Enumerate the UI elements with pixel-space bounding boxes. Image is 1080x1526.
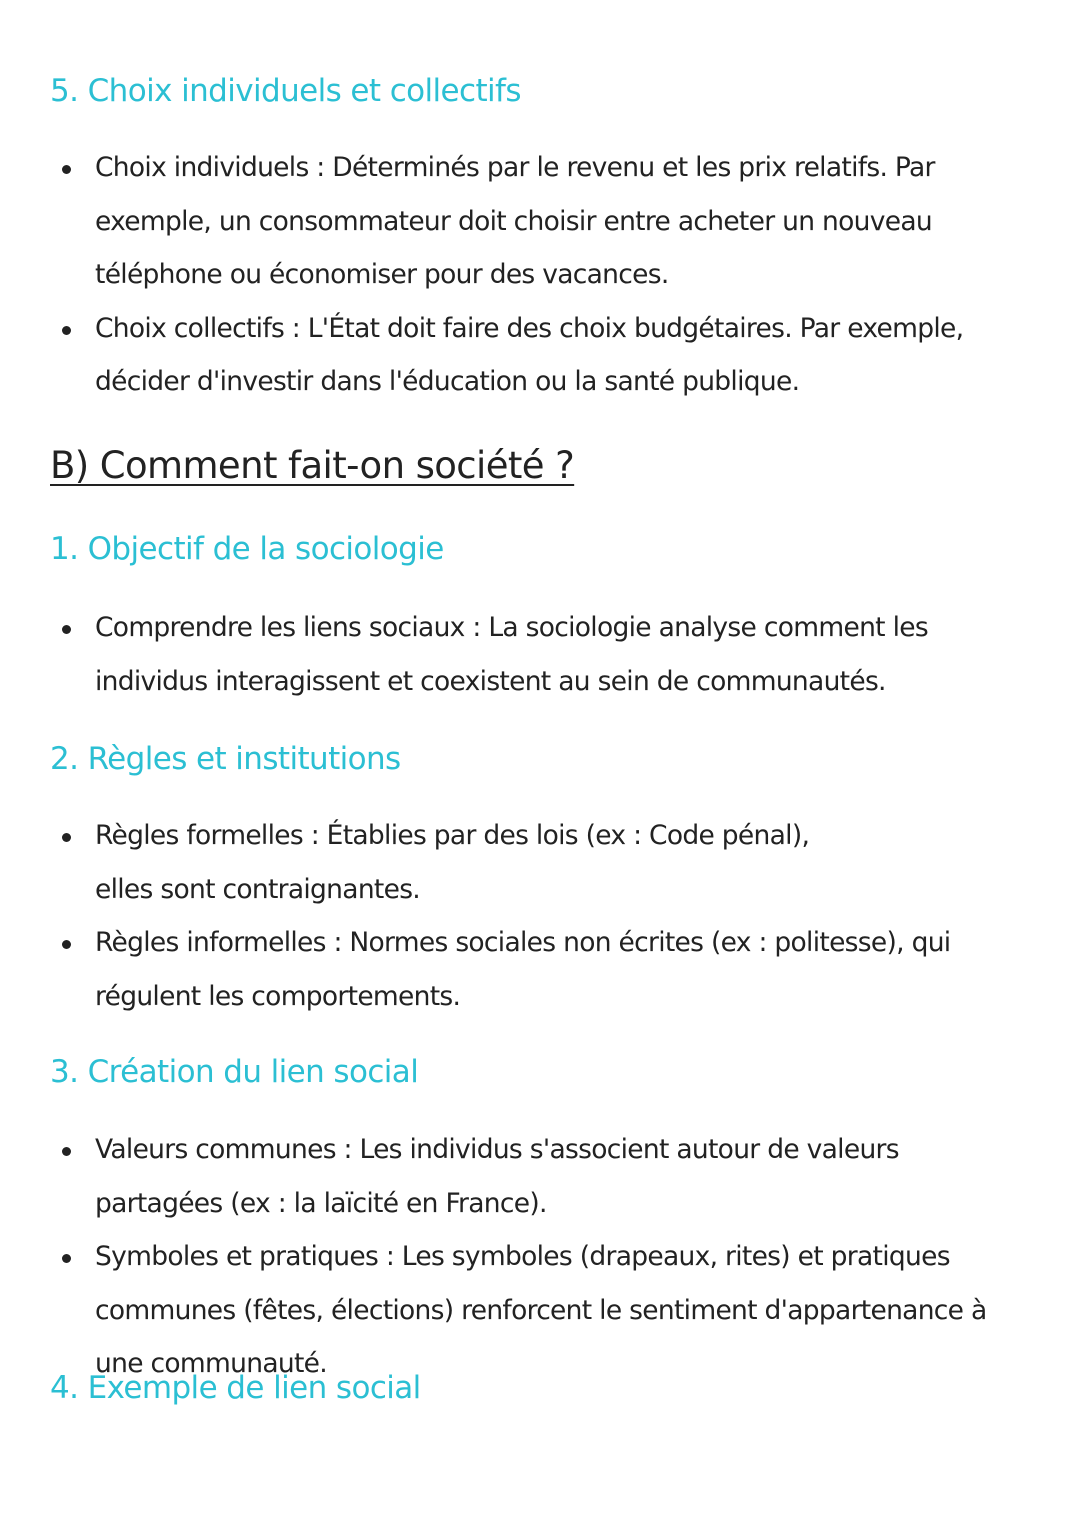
bullet-icon <box>62 833 71 842</box>
list-item <box>62 809 1022 916</box>
section-heading-exemple-lien-social: 4. Exemple de lien social <box>50 1370 421 1406</box>
bullet-text: Choix individuels : Déterminés par le revenu et les prix relatifs. Par exemple, un consommateur doit choisir entre acheter un nouveau téléphone ou économiser pour des vacances. <box>95 152 935 290</box>
section-heading-choix-individuels-collectifs: 5. Choix individuels et collectifs <box>50 73 521 109</box>
bullet-list-sociologie <box>62 601 1022 708</box>
bullet-text: Règles formelles : Établies par des lois (ex : Code pénal), elles sont contraignantes. <box>95 820 810 905</box>
list-item <box>62 141 1022 302</box>
bullet-icon <box>62 1147 71 1156</box>
bullet-list-lien-social <box>62 1123 1022 1391</box>
section-heading-regles-institutions: 2. Règles et institutions <box>50 741 401 777</box>
bullet-list-regles <box>62 809 1022 1023</box>
list-item <box>62 302 1022 409</box>
bullet-text: Valeurs communes : Les individus s'associent autour de valeurs partagées (ex : la laïcité en France). <box>95 1134 899 1219</box>
bullet-icon <box>62 165 71 174</box>
bullet-icon <box>62 625 71 634</box>
bullet-text: Symboles et pratiques : Les symboles (drapeaux, rites) et pratiques communes (fêtes, élections) renforcent le sentiment d'appartenance à une communauté. <box>95 1241 987 1379</box>
bullet-icon <box>62 326 71 335</box>
list-item <box>62 601 1022 708</box>
bullet-text: Règles informelles : Normes sociales non écrites (ex : politesse), qui régulent les comportements. <box>95 927 951 1012</box>
section-heading-creation-lien-social: 3. Création du lien social <box>50 1054 419 1090</box>
bullet-icon <box>62 1254 71 1263</box>
bullet-text: Choix collectifs : L'État doit faire des choix budgétaires. Par exemple, décider d'investir dans l'éducation ou la santé publique. <box>95 312 964 397</box>
bullet-list-choix <box>62 141 1022 409</box>
list-item <box>62 916 1022 1023</box>
major-heading-comment-fait-on-societe: B) Comment fait-on société ? <box>50 444 575 487</box>
list-item <box>62 1123 1022 1230</box>
bullet-text: Comprendre les liens sociaux : La sociologie analyse comment les individus interagissent et coexistent au sein de communautés. <box>95 612 928 697</box>
section-heading-objectif-sociologie: 1. Objectif de la sociologie <box>50 531 444 567</box>
bullet-icon <box>62 940 71 949</box>
